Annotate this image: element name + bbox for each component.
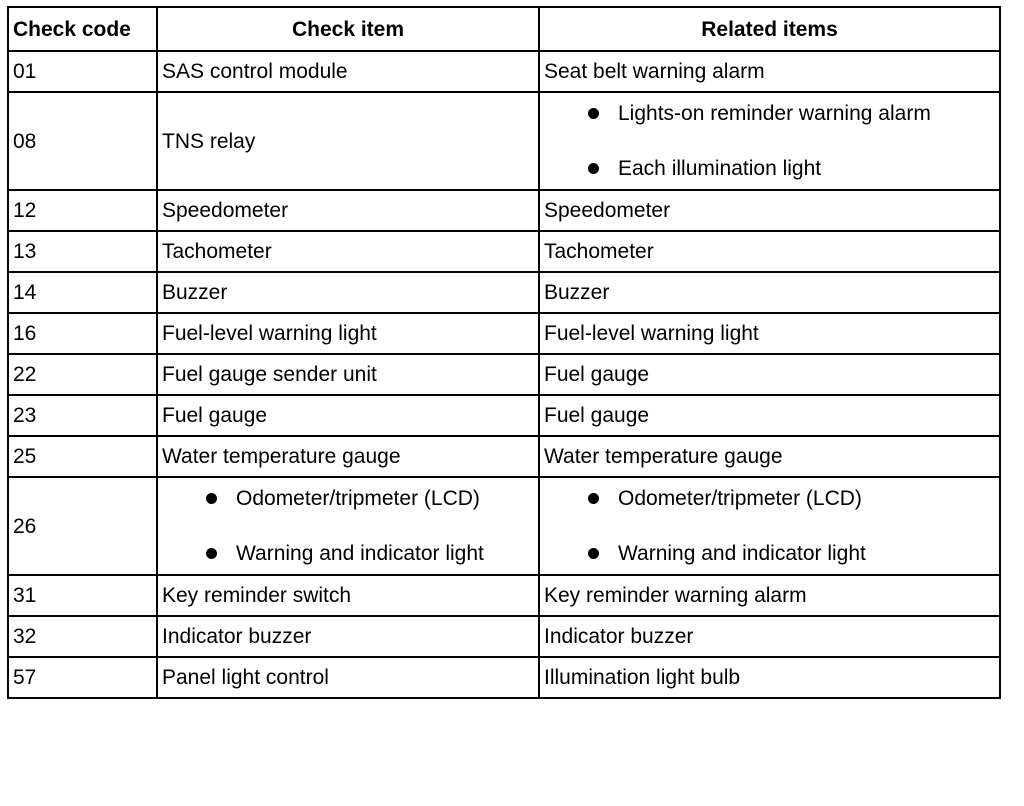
check-code-cell: 16 [8,313,157,354]
related-items-cell: Seat belt warning alarm [539,51,1000,92]
check-item-cell: TNS relay [157,92,539,190]
related-items-cell: Water temperature gauge [539,436,1000,477]
check-item-cell: Fuel gauge sender unit [157,354,539,395]
related-items-list [584,484,995,568]
check-code-cell: 57 [8,657,157,698]
list-item: Warning and indicator light [584,539,995,568]
check-code-cell: 22 [8,354,157,395]
list-item: Lights-on reminder warning alarm [584,99,995,128]
check-items-list [202,484,534,568]
list-item: Odometer/tripmeter (LCD) [584,484,995,513]
related-items-list [584,99,995,183]
check-code-cell: 32 [8,616,157,657]
related-items-cell: Fuel-level warning light [539,313,1000,354]
check-item-cell: Indicator buzzer [157,616,539,657]
table-row [8,190,1000,231]
check-code-cell: 01 [8,51,157,92]
related-items-cell [539,92,1000,190]
table-row [8,436,1000,477]
check-item-cell: Key reminder switch [157,575,539,616]
check-code-cell: 13 [8,231,157,272]
table-row [8,477,1000,575]
check-item-cell: Buzzer [157,272,539,313]
check-item-cell: Panel light control [157,657,539,698]
table-row [8,313,1000,354]
check-item-cell: Fuel-level warning light [157,313,539,354]
list-item: Warning and indicator light [202,539,534,568]
check-item-cell [157,477,539,575]
check-code-cell: 31 [8,575,157,616]
related-items-cell: Illumination light bulb [539,657,1000,698]
check-code-cell: 26 [8,477,157,575]
table-row [8,657,1000,698]
check-code-cell: 23 [8,395,157,436]
check-item-cell: SAS control module [157,51,539,92]
table-row [8,272,1000,313]
table-row [8,616,1000,657]
related-items-cell: Fuel gauge [539,395,1000,436]
check-code-cell: 12 [8,190,157,231]
check-code-table [7,6,1001,699]
related-items-cell: Fuel gauge [539,354,1000,395]
table-row [8,395,1000,436]
table-row [8,354,1000,395]
check-code-cell: 14 [8,272,157,313]
table-row [8,51,1000,92]
related-items-cell: Tachometer [539,231,1000,272]
check-item-cell: Water temperature gauge [157,436,539,477]
related-items-cell [539,477,1000,575]
check-item-cell: Fuel gauge [157,395,539,436]
table-row [8,92,1000,190]
related-items-cell: Speedometer [539,190,1000,231]
check-code-cell: 08 [8,92,157,190]
related-items-cell: Key reminder warning alarm [539,575,1000,616]
list-item: Each illumination light [584,154,995,183]
header-check-code: Check code [8,7,157,51]
list-item: Odometer/tripmeter (LCD) [202,484,534,513]
check-item-cell: Tachometer [157,231,539,272]
related-items-cell: Buzzer [539,272,1000,313]
table-row [8,231,1000,272]
check-item-cell: Speedometer [157,190,539,231]
table-row [8,575,1000,616]
header-related-items: Related items [539,7,1000,51]
header-check-item: Check item [157,7,539,51]
check-code-cell: 25 [8,436,157,477]
related-items-cell: Indicator buzzer [539,616,1000,657]
header-row [8,7,1000,51]
